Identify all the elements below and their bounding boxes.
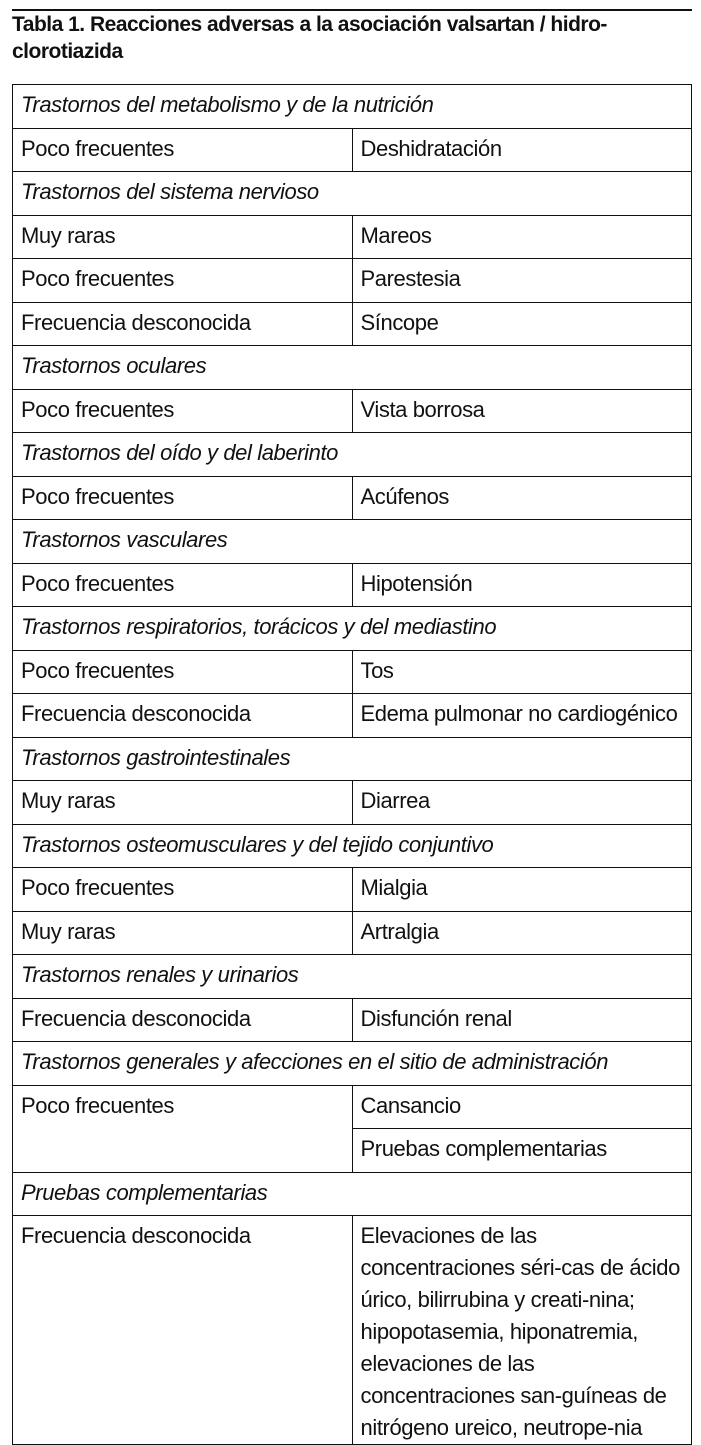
reaction-cell: Elevaciones de las concentraciones séri-cas de ácido úrico, bilirrubina y creati-nina; hipopotasemia, hiponatremia, elevaciones de las concentraciones san-guíneas de nitrógeno ureico, neutrope-nia	[352, 1216, 692, 1445]
table-row	[13, 1216, 692, 1445]
reaction-cell: Cansancio	[352, 1085, 692, 1129]
table-row	[13, 389, 692, 433]
reaction-cell: Disfunción renal	[352, 998, 692, 1042]
table-row	[13, 868, 692, 912]
reaction-cell: Acúfenos	[352, 476, 692, 520]
reaction-cell: Artralgia	[352, 911, 692, 955]
reaction-cell: Pruebas complementarias	[352, 1129, 692, 1173]
category-row	[13, 433, 692, 477]
table-row	[13, 215, 692, 259]
category-cell: Trastornos gastrointestinales	[13, 737, 692, 781]
category-cell: Trastornos osteomusculares y del tejido conjuntivo	[13, 824, 692, 868]
table-row	[13, 128, 692, 172]
category-row	[13, 346, 692, 390]
frequency-cell: Poco frecuentes	[13, 1085, 353, 1172]
category-cell: Trastornos vasculares	[13, 520, 692, 564]
table-row	[13, 650, 692, 694]
category-row	[13, 85, 692, 129]
reaction-cell: Diarrea	[352, 781, 692, 825]
category-cell: Trastornos renales y urinarios	[13, 955, 692, 999]
category-row	[13, 1172, 692, 1216]
category-row	[13, 824, 692, 868]
table-row	[13, 563, 692, 607]
reaction-cell: Mareos	[352, 215, 692, 259]
table-row	[13, 476, 692, 520]
table-row	[13, 302, 692, 346]
category-row	[13, 1042, 692, 1086]
category-cell: Pruebas complementarias	[13, 1172, 692, 1216]
adverse-reactions-table	[12, 84, 692, 1445]
frequency-cell: Muy raras	[13, 215, 353, 259]
frequency-cell: Poco frecuentes	[13, 259, 353, 303]
category-cell: Trastornos generales y afecciones en el sitio de administración	[13, 1042, 692, 1086]
reaction-cell: Síncope	[352, 302, 692, 346]
category-cell: Trastornos oculares	[13, 346, 692, 390]
table-row	[13, 1085, 692, 1129]
reaction-cell: Vista borrosa	[352, 389, 692, 433]
frequency-cell: Frecuencia desconocida	[13, 1216, 353, 1445]
frequency-cell: Poco frecuentes	[13, 650, 353, 694]
reaction-cell: Mialgia	[352, 868, 692, 912]
frequency-cell: Muy raras	[13, 781, 353, 825]
table-row	[13, 781, 692, 825]
table-row	[13, 911, 692, 955]
category-row	[13, 607, 692, 651]
category-row	[13, 172, 692, 216]
frequency-cell: Poco frecuentes	[13, 389, 353, 433]
table-row	[13, 998, 692, 1042]
frequency-cell: Frecuencia desconocida	[13, 998, 353, 1042]
table-row	[13, 694, 692, 738]
table-row	[13, 259, 692, 303]
category-cell: Trastornos del oído y del laberinto	[13, 433, 692, 477]
frequency-cell: Poco frecuentes	[13, 563, 353, 607]
frequency-cell: Poco frecuentes	[13, 476, 353, 520]
reaction-cell: Tos	[352, 650, 692, 694]
frequency-cell: Poco frecuentes	[13, 868, 353, 912]
category-cell: Trastornos del sistema nervioso	[13, 172, 692, 216]
category-row	[13, 520, 692, 564]
frequency-cell: Frecuencia desconocida	[13, 302, 353, 346]
frequency-cell: Poco frecuentes	[13, 128, 353, 172]
table-title: Tabla 1. Reacciones adversas a la asociación valsartan / hidro-clorotiazida	[12, 13, 607, 63]
category-cell: Trastornos del metabolismo y de la nutrición	[13, 85, 692, 129]
reaction-cell: Deshidratación	[352, 128, 692, 172]
category-cell: Trastornos respiratorios, torácicos y del mediastino	[13, 607, 692, 651]
category-row	[13, 737, 692, 781]
frequency-cell: Frecuencia desconocida	[13, 694, 353, 738]
frequency-cell: Muy raras	[13, 911, 353, 955]
reaction-cell: Parestesia	[352, 259, 692, 303]
category-row	[13, 955, 692, 999]
reaction-cell: Hipotensión	[352, 563, 692, 607]
reaction-cell: Edema pulmonar no cardiogénico	[352, 694, 692, 738]
